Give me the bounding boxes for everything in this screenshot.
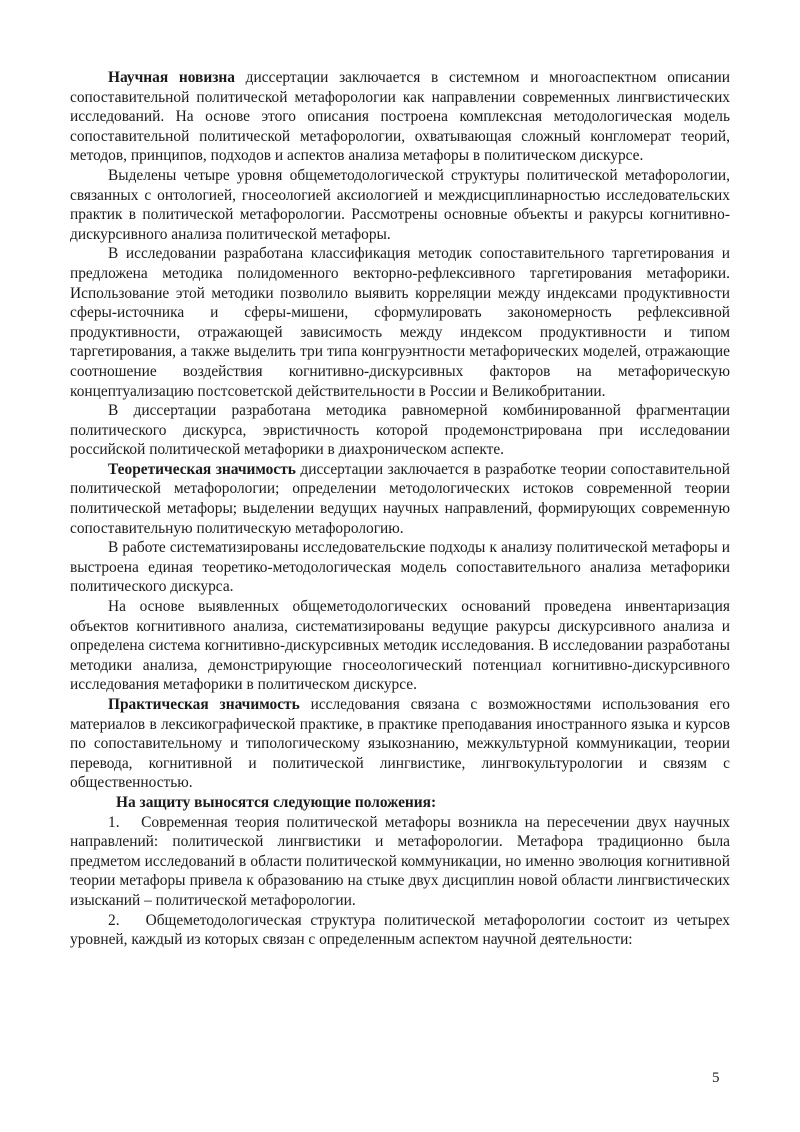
theoretical-text: диссертации заключается в разработке теории сопоставительной политической метафорологии; определении методологических истоков современной теории политической метафоры; выделении ведущих научных направлений, формирующих современную сопоставительную политическую метафорологию.: [70, 460, 730, 537]
fragmentation-text: В диссертации разработана методика равномерной комбинированной фрагментации политического дискурса, эвристичность которой продемонстрирована при исследовании российской политической метафорики в диахроническом аспекте.: [70, 402, 730, 459]
paragraph-novelty: [70, 68, 730, 166]
classification-text: В исследовании разработана классификация методик сопоставительного таргетирования и предложена методика полидоменного векторно-рефлексивного таргетирования метафорики. Использование этой методики позволило выявить корреляции между индексами продуктивности сферы-источника и сферы-мишени, сформулировать закономерность рефлексивной продуктивности, отражающей зависимость между индексом продуктивности и типом таргетирования, а также выделить три типа конгруэнтности метафорических моделей, отражающие соотношение воздействия когнитивно-дискурсивных факторов на метафорическую концептуализацию постсоветской действительности в России и Великобритании.: [70, 245, 730, 400]
paragraph-theoretical: [70, 460, 730, 538]
paragraph-levels: [70, 166, 730, 244]
novelty-lead: Научная новизна: [108, 69, 235, 86]
paragraph-inventory: [70, 597, 730, 695]
theses-heading: На защиту выносятся следующие положения:: [116, 793, 437, 811]
practical-lead: Практическая значимость: [108, 696, 300, 713]
paragraph-fragmentation: [70, 401, 730, 460]
page-number: 5: [712, 1070, 720, 1086]
theoretical-lead: Теоретическая значимость: [108, 460, 296, 478]
approaches-text: В работе систематизированы исследовательские подходы к анализу политической метафоры и выстроена единая теоретико-методологическая модель сопоставительного анализа метафорики политического дискурса.: [70, 539, 730, 596]
list-item-text: 2. Общеметодологическая структура политической метафорологии состоит из четырех уровней, каждый из которых связан с определенным аспектом научной деятельности:: [70, 911, 730, 949]
levels-text: Выделены четыре уровня общеметодологической структуры политической метафорологии, связанных с онтологией, гносеологией аксиологией и междисциплинарностью исследовательских практик в политической метафорологии. Рассмотрены основные объекты и ракурсы когнитивно-дискурсивного анализа политической метафоры.: [70, 166, 730, 243]
paragraph-classification: [70, 244, 730, 401]
list-item: [70, 911, 730, 950]
novelty-text: диссертации заключается в системном и многоаспектном описании сопоставительной политической метафорологии как направлении современных лингвистических исследований. На основе этого описания построена комплексная методологическая модель сопоставительной политической метафорологии, охватывающая сложный конгломерат теорий, методов, принципов, подходов и аспектов анализа метафоры в политическом дискурсе.: [70, 69, 730, 165]
paragraph-approaches: [70, 538, 730, 597]
list-item: [70, 813, 730, 911]
inventory-text: На основе выявленных общеметодологических оснований проведена инвентаризация объектов когнитивного анализа, систематизированы ведущие ракурсы дискурсивного анализа и определена система когнитивно-дискурсивных методик исследования. В исследовании разработаны методики анализа, демонстрирующие гносеологический потенциал когнитивно-дискурсивного исследования метафорики в политическом дискурсе.: [70, 598, 730, 694]
list-item-text: 1. Современная теория политической метафоры возникла на пересечении двух научных направлений: политической лингвистики и метафорологии. Метафора традиционно была предметом исследований в области политической коммуникации, но именно эволюция когнитивной теории метафоры привела к образованию на стыке двух дисциплин новой области лингвистических изысканий – политической метафорологии.: [70, 813, 730, 909]
paragraph-practical: [70, 695, 730, 793]
practical-text: исследования связана с возможностями использования его материалов в лексикографической практике, в практике преподавания иностранного языка и курсов по сопоставительному и типологическому языкознанию, межкультурной коммуникации, теории перевода, когнитивной и политической лингвистике, лингвокультурологии и связям с общественностью.: [70, 696, 730, 792]
document-page: [70, 68, 730, 950]
